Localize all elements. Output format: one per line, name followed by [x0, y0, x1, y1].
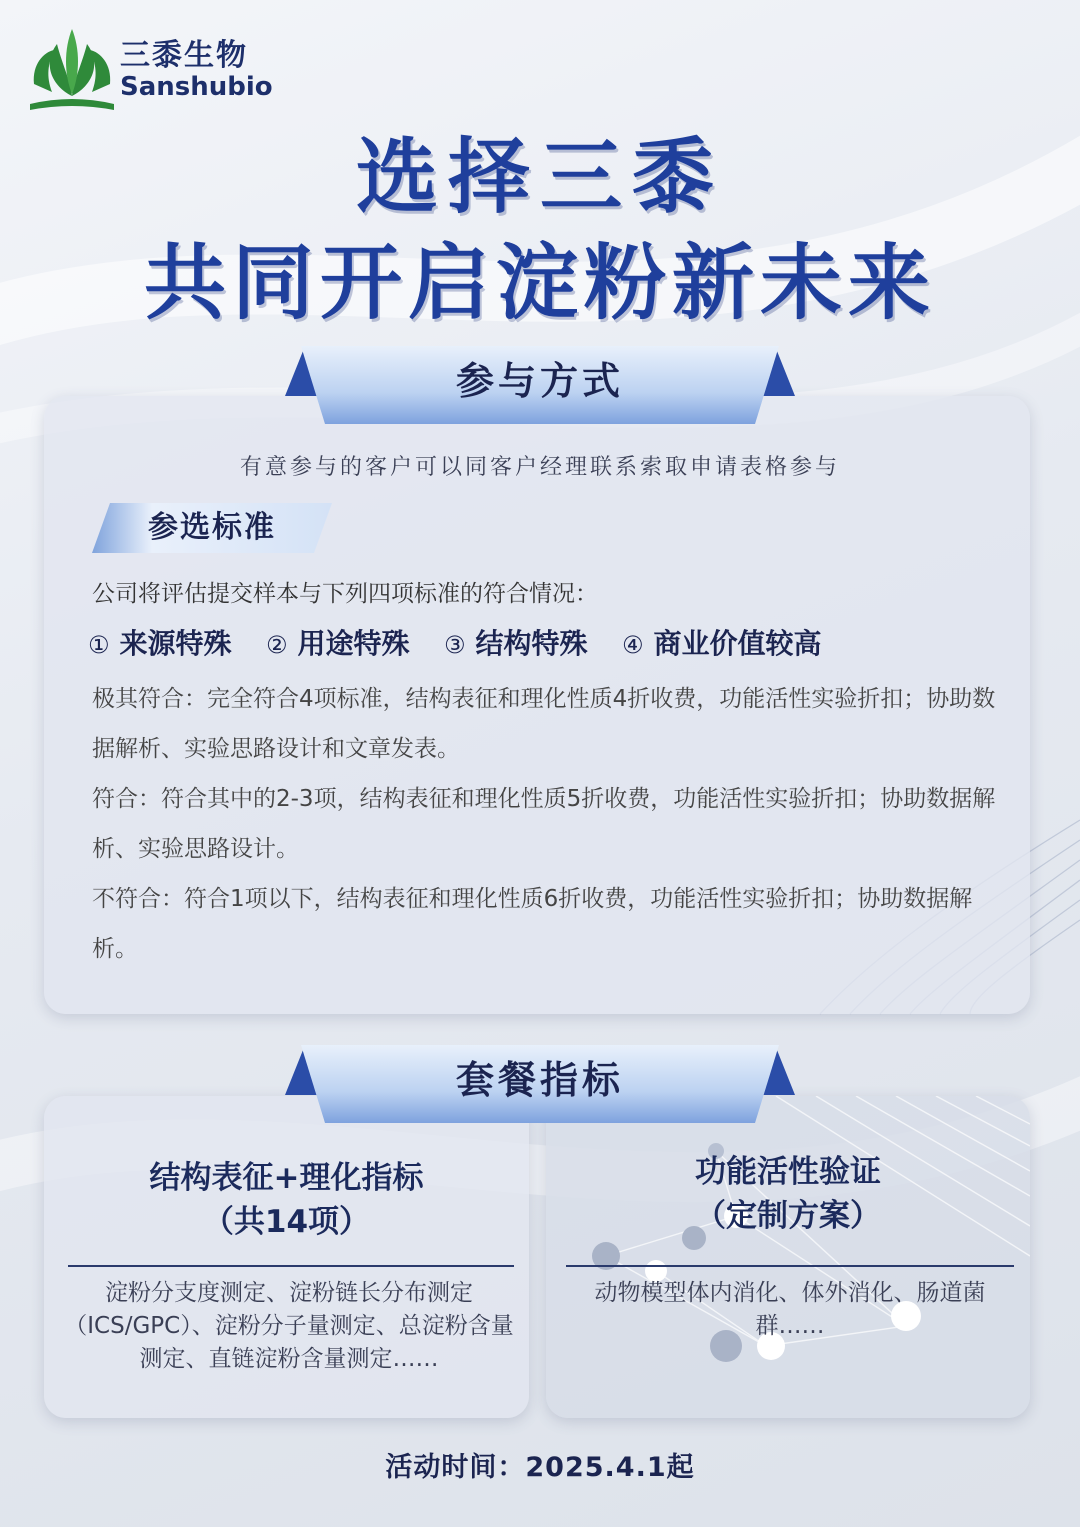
sanshubio-logo: [22, 24, 122, 114]
criteria-item: [88, 622, 232, 662]
structure-title-line1: 结构表征+理化指标: [149, 1160, 424, 1196]
headline-line2: 共同开启淀粉新未来: [143, 236, 936, 331]
package-card-function: [546, 1096, 1030, 1418]
criteria-label: 商业价值较高: [653, 627, 822, 660]
level-nonmatch: 不符合：符合1项以下，结构表征和理化性质6折收费，功能活性实验折扣；协助数据解析。: [92, 886, 973, 962]
function-title-line2: （定制方案）: [695, 1198, 881, 1234]
criteria-number: ①: [88, 631, 110, 659]
criteria-label: 结构特殊: [475, 627, 588, 660]
criteria-number: ③: [444, 631, 466, 659]
structure-title-line2: （共14项）: [202, 1204, 371, 1240]
structure-card-body: 淀粉分支度测定、淀粉链长分布测定（ICS/GPC）、淀粉分子量测定、总淀粉含量测定、直链淀粉含量测定……: [64, 1280, 514, 1372]
criteria-item: [266, 622, 410, 662]
criteria-label: 来源特殊: [119, 627, 232, 660]
function-card-body: 动物模型体内消化、体外消化、肠道菌群……: [594, 1280, 986, 1339]
criteria-number: ②: [266, 631, 288, 659]
function-divider: [566, 1265, 1014, 1267]
function-title-line1: 功能活性验证: [695, 1154, 881, 1190]
criteria-banner: [92, 503, 332, 553]
criteria-item: [444, 622, 588, 662]
function-card-title: [546, 1150, 1030, 1238]
package-banner: [285, 1045, 795, 1125]
brand-name-cn: 三黍生物: [120, 38, 248, 73]
criteria-label: 用途特殊: [297, 627, 410, 660]
participation-banner: [285, 346, 795, 426]
level-excellent: 极其符合：完全符合4项标准，结构表征和理化性质4折收费，功能活性实验折扣；协助数据解析、实验思路设计和文章发表。: [92, 686, 996, 762]
event-time: 活动时间：2025.4.1起: [385, 1452, 695, 1483]
criteria-item: [622, 622, 822, 662]
criteria-lead: 公司将评估提交样本与下列四项标准的符合情况：: [92, 581, 598, 607]
participation-intro: 有意参与的客户可以同客户经理联系索取申请表格参与: [239, 455, 840, 480]
package-title: 套餐指标: [455, 1058, 624, 1102]
level-match: 符合：符合其中的2-3项，结构表征和理化性质5折收费，功能活性实验折扣；协助数据解析、实验思路设计。: [92, 786, 996, 862]
headline-line1: 选择三黍: [355, 130, 724, 225]
network-decoration: [546, 1096, 1030, 1418]
participation-title: 参与方式: [455, 359, 624, 403]
structure-card-title: [44, 1156, 529, 1244]
brand-name-en: Sanshubio: [120, 72, 273, 102]
criteria-title: 参选标准: [148, 510, 276, 545]
criteria-number: ④: [622, 631, 644, 659]
structure-divider: [68, 1265, 514, 1267]
